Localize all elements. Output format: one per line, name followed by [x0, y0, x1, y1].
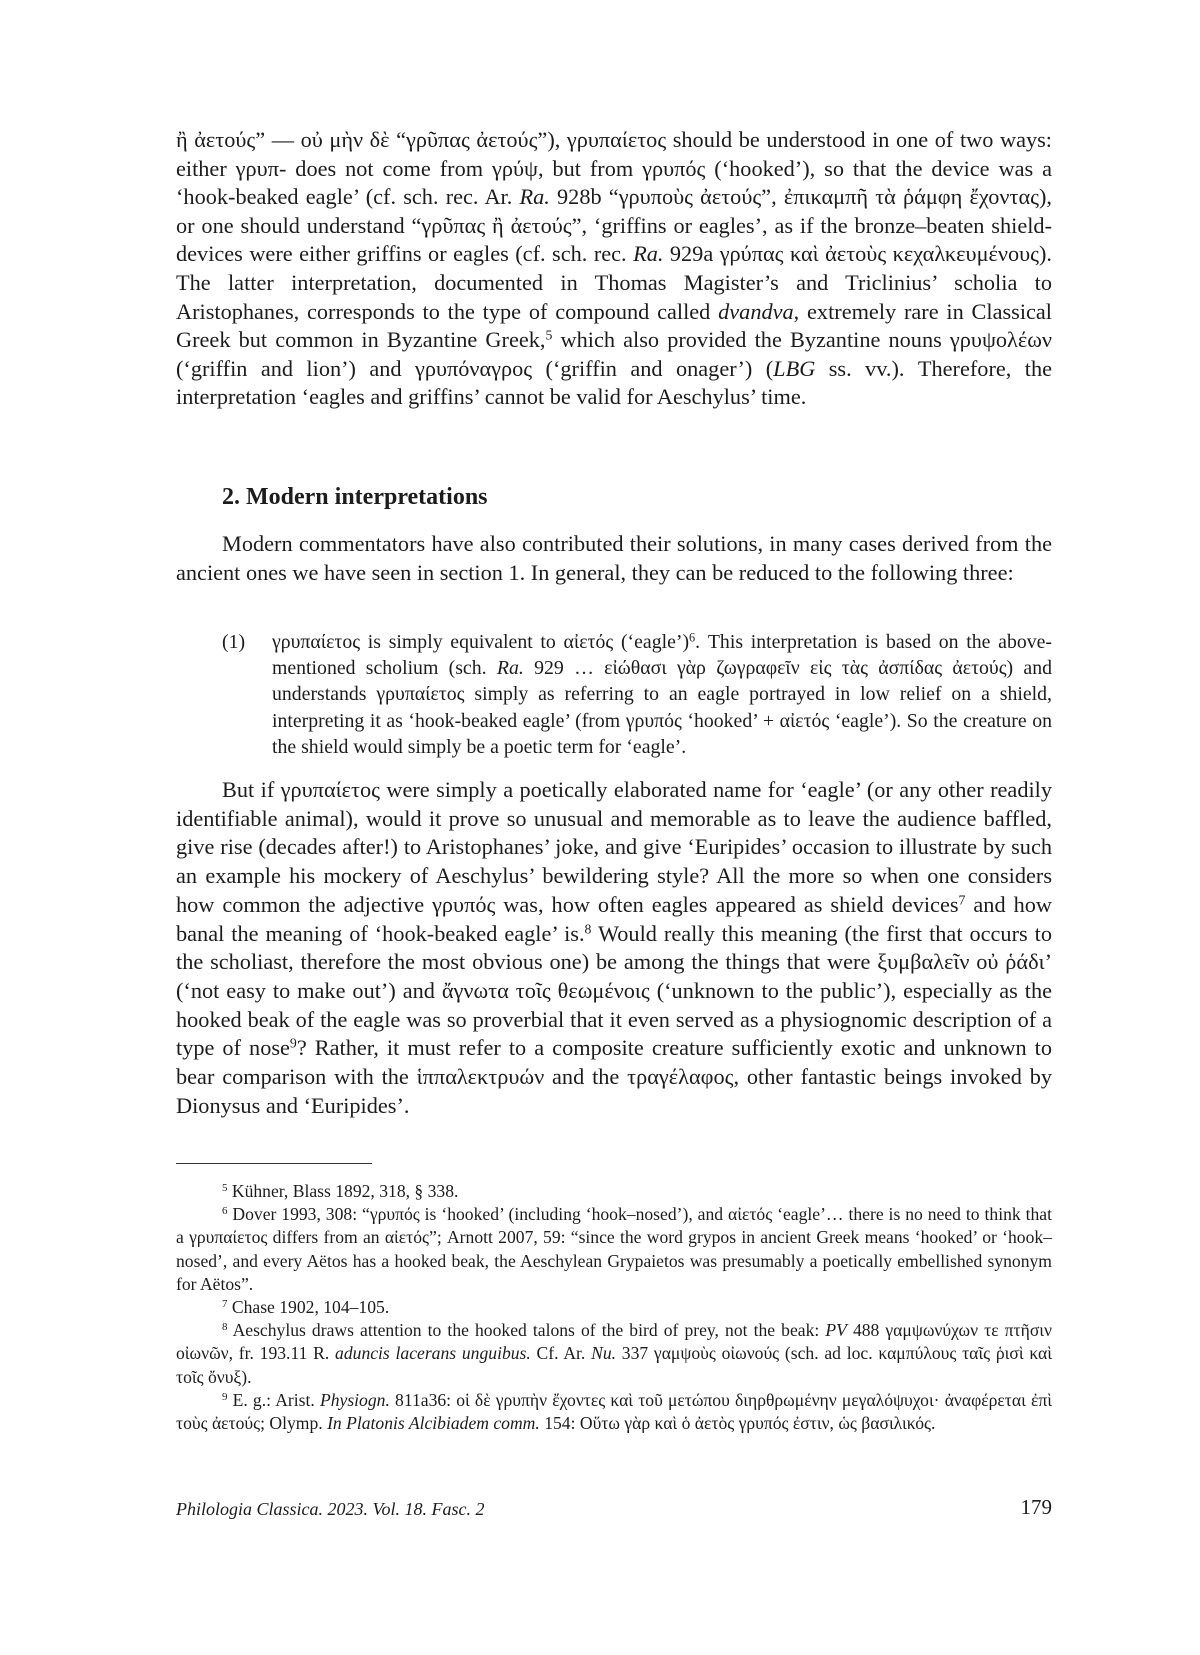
- text-run: . This interpretation is based on the above-mentioned scholium (sch.: [272, 631, 1052, 680]
- paragraph-text: Modern commentators have also contributed their solutions, in many cases derived from the ancient ones we have seen in section 1. In general, they can be reduced to the following three:: [176, 531, 1052, 585]
- footnote-5: [176, 1180, 1052, 1203]
- text-run: 154: Οὕτω γὰρ καὶ ὁ ἀετὸς γρυπός ἐστιν, ὡς βασιλικός.: [539, 1413, 936, 1434]
- footnotes: [176, 1180, 1052, 1435]
- section-intro-paragraph: [176, 530, 1052, 587]
- main-paragraph: [176, 776, 1052, 1120]
- footnote-ref-9[interactable]: 9: [289, 1035, 297, 1051]
- text-run: 929a γρύπας καὶ ἀετοὺς κεχαλκευμένους). The latter interpretation, documented in Thomas Magister’s and Triclinius’ scholia to Aristophanes, corresponds to the type of compound called: [176, 241, 1052, 324]
- footnote-ref-6[interactable]: 6: [689, 630, 696, 645]
- footnote-8: [176, 1319, 1052, 1389]
- footnote-number: 8: [222, 1321, 228, 1334]
- footnote-text: Dover 1993, 308: “γρυπός is ‘hooked’ (including ‘hook–nosed’), and αἰετός ‘eagle’… there is no need to think that a γρυπαίετος differs from an αἰετός”; Arnott 2007, 59: “since the word grypos in ancient Greek means ‘hooked’ or ‘hook–nosed’, and every Aëtos has a hooked beak, the Aeschylean Grypaietos was presumably a poetically embellished synonym for Aëtos”.: [176, 1204, 1052, 1294]
- footnote-7: [176, 1296, 1052, 1319]
- footnote-9: [176, 1389, 1052, 1435]
- text-run: But if γρυπαίετος were simply a poetically elaborated name for ‘eagle’ (or any other readily identifiable animal), would it prove so unusual and memorable as to leave the audience baffled, give rise (decades after!) to Aristophanes’ joke, and give ‘Euripides’ occasion to illustrate by such an example his mockery of Aeschylus’ bewildering style? All the more so when one considers how common the adjective γρυπός was, how often eagles appeared as shield devices: [176, 777, 1053, 917]
- footnote-6: [176, 1203, 1052, 1296]
- footnote-ref-8[interactable]: 8: [584, 920, 592, 936]
- text-run: Cf. Ar.: [530, 1343, 592, 1364]
- text-run: , extremely rare in Classical Greek but common in Byzantine Greek,: [176, 298, 1052, 353]
- italic-run: Ra.: [496, 657, 524, 680]
- italic-run: LBG: [773, 355, 816, 381]
- text-run: E. g.: Arist.: [232, 1389, 320, 1410]
- footnote-ref-7[interactable]: 7: [958, 892, 966, 908]
- italic-run: In Platonis Alcibiadem comm.: [327, 1413, 540, 1434]
- text-run: γρυπαίετος is simply equivalent to αἰετός (‘eagle’): [272, 631, 690, 653]
- text-run: Aeschylus draws attention to the hooked talons of the bird of prey, not the beak:: [232, 1320, 826, 1341]
- paragraph-text: [176, 776, 1052, 1120]
- section-heading: 2. Modern interpretations: [222, 484, 488, 510]
- page-number: 179: [1020, 1495, 1052, 1519]
- italic-run: Physiogn.: [319, 1389, 390, 1410]
- footnote-number: 7: [222, 1298, 228, 1311]
- footnote-number: 5: [222, 1182, 228, 1194]
- text-run: 337 γαμψοὺς οἰωνούς (sch. ad loc. καμπύλους ταῖς ῥισὶ καὶ τοῖς ὄνυξ).: [176, 1343, 1052, 1387]
- text-run: 488 γαμψωνύχων τε πτῆσιν οἰωνῶν, fr. 193.11 R.: [176, 1320, 1052, 1364]
- paragraph-text: [176, 126, 1052, 412]
- italic-run: aduncis lacerans unguibus.: [335, 1343, 531, 1364]
- text-run: ? Rather, it must refer to a composite creature sufficiently exotic and unknown to bear comparison with the ἱππαλεκτρυών and the τραγέλαφος, other fantastic beings invoked by Dionysus and ‘Euripides’.: [176, 1035, 1052, 1118]
- italic-run: PV: [825, 1320, 847, 1341]
- text-run: 929 … εἰώθασι γὰρ ζωγραφεῖν εἰς τὰς ἀσπίδας ἀετούς) and understands γρυπαίετος simply as referring to an eagle portrayed in low relief on a shield, interpreting it as ‘hook-beaked eagle’ (from γρυπός ‘hooked’ + αἰετός ‘eagle’). So the creature on the shield would simply be a poetic term for ‘eagle’.: [272, 657, 1052, 758]
- journal-citation: Philologia Classica. 2023. Vol. 18. Fasc. 2: [176, 1499, 485, 1519]
- text-run: and how banal the meaning of ‘hook-beaked eagle’ is.: [176, 891, 1052, 946]
- italic-run: Ra.: [633, 241, 664, 267]
- list-item-text: [272, 629, 1052, 760]
- footnote-number: 9: [222, 1390, 228, 1403]
- text-run: ἢ ἀετούς” — οὐ μὴν δὲ “γρῦπας ἀετούς”), γρυπαίετος should be understood in one of two ways: either γρυπ- does not come from γρύψ, but from γρυπός (‘hooked’), so that the device was a ‘hook-beaked eagle’ (cf. sch. rec. Ar.: [176, 127, 1052, 210]
- text-run: which also provided the Byzantine nouns γρυψολέων (‘griffin and lion’) and γρυπόναγρος (‘griffin and onager’) (: [176, 327, 1052, 381]
- footnote-ref-5[interactable]: 5: [545, 327, 553, 343]
- list-number: (1): [222, 631, 246, 653]
- text-run: 928b “γρυποὺς ἀετούς”, ἐπικαμπῆ τὰ ῥάμφη ἔχοντας), or one should understand “γρῦπας ἢ ἀετούς”, ‘griffins or eagles’, as if the bronze–beaten shield-devices were either griffins or eagles (cf. sch. rec.: [176, 184, 1052, 267]
- footnote-divider: [176, 1163, 372, 1164]
- text-run: Would really this meaning (the first that occurs to the scholiast, therefore the most obvious one) be among the things that were ξυμβαλεῖν οὐ ῥάδι’ (‘not easy to make out’) and ἄγνωτα τοῖς θεωμένοις (‘unknown to the public’), especially as the hooked beak of the eagle was so proverbial that it even served as a physiognomic description of a type of nose: [176, 920, 1052, 1061]
- intro-paragraph: [176, 126, 1052, 412]
- text-run: ss. vv.). Therefore, the interpretation ‘eagles and griffins’ cannot be valid for Aeschylus’ time.: [176, 355, 1052, 410]
- footnote-number: 6: [222, 1205, 228, 1218]
- italic-run: Nu.: [591, 1343, 617, 1364]
- footnote-text: Kühner, Blass 1892, 318, § 338.: [231, 1181, 459, 1201]
- italic-run: dvandva: [718, 298, 794, 324]
- footnote-text: Chase 1902, 104–105.: [231, 1297, 390, 1318]
- italic-run: Ra.: [519, 184, 550, 210]
- list-item: [222, 629, 1052, 760]
- text-run: 811a36: οἱ δὲ γρυπὴν ἔχοντες καὶ τοῦ μετώπου διηρθρωμένην μεγαλόψυχοι· ἀναφέρεται ἐπὶ τοὺς ἀετούς; Olymp.: [176, 1389, 1052, 1434]
